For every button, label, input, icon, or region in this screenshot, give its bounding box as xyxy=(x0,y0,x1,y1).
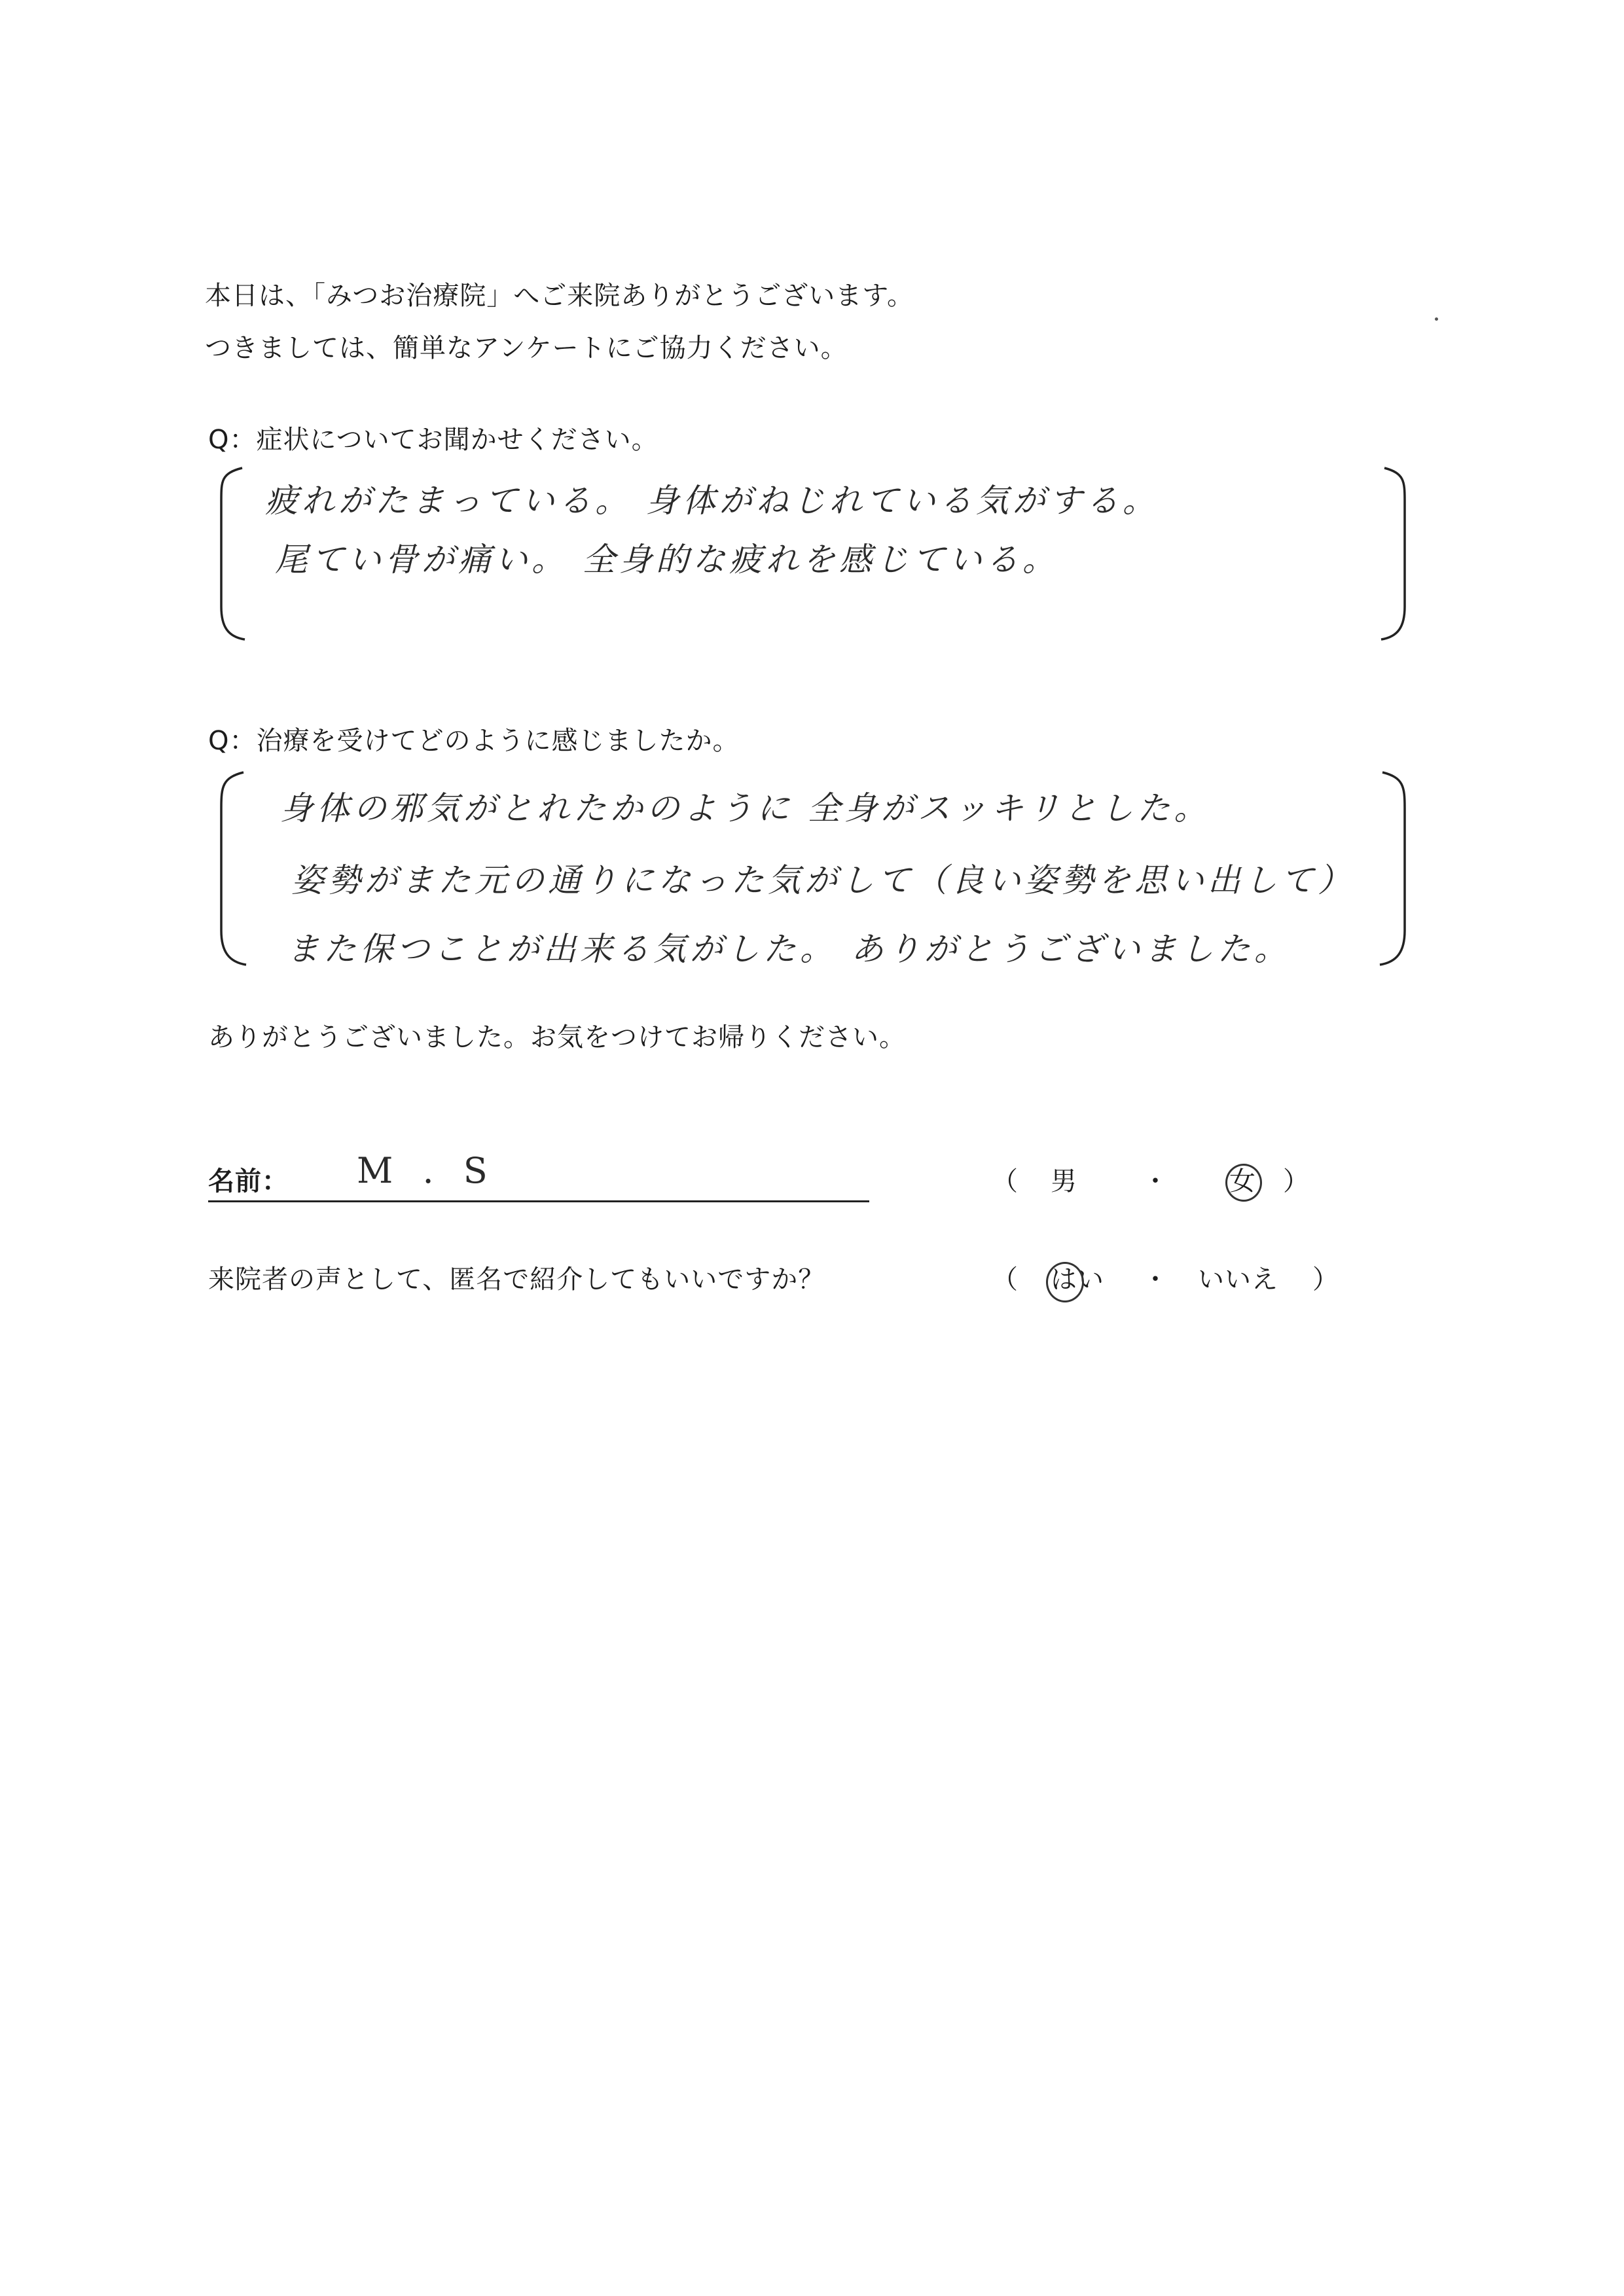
closing-message: ありがとうございました。お気をつけてお帰りください。 xyxy=(208,1022,906,1052)
gender-male-option[interactable]: 男 xyxy=(1051,1166,1077,1196)
consent-open-paren: （ xyxy=(992,1265,1019,1295)
answer-2-line-1: 身体の邪気がとれたかのように 全身がスッキリとした。 xyxy=(280,789,1211,827)
name-underline xyxy=(208,1200,869,1202)
intro-line-2: つきましては、簡単なアンケートにご協力ください。 xyxy=(205,333,848,363)
question-1: Q：症状についてお聞かせください。 xyxy=(208,425,659,455)
question-2: Q：治療を受けてどのように感じましたか。 xyxy=(208,726,740,756)
consent-no-option[interactable]: いいえ xyxy=(1198,1265,1278,1295)
answer-2-line-3: また保つことが出来る気がした。 ありがとうございました。 xyxy=(287,930,1291,968)
consent-separator: ・ xyxy=(1142,1265,1169,1295)
answer-1-line-2: 尾てい骨が痛い。 全身的な疲れを感じている。 xyxy=(275,541,1059,579)
consent-question: 来院者の声として、匿名で紹介してもいいですか？ xyxy=(208,1265,825,1295)
gender-close-paren: ） xyxy=(1283,1166,1310,1196)
intro-line-1: 本日は、「みつお治療院」へご来院ありがとうございます。 xyxy=(205,281,914,311)
consent-yes-option[interactable]: はい xyxy=(1051,1265,1104,1295)
consent-selected-circle xyxy=(1046,1262,1084,1302)
gender-open-paren: （ xyxy=(992,1166,1019,1196)
gender-selected-circle xyxy=(1225,1164,1262,1202)
gender-separator: ・ xyxy=(1142,1166,1169,1196)
stray-mark xyxy=(1435,317,1438,321)
name-label: 名前： xyxy=(208,1166,289,1196)
gender-female-option[interactable]: 女 xyxy=(1229,1166,1256,1196)
consent-close-paren: ） xyxy=(1312,1265,1339,1295)
answer-2-line-2: 姿勢がまた元の通りになった気がして（良い姿勢を思い出して） xyxy=(291,861,1354,899)
name-value: M . S xyxy=(357,1150,497,1191)
answer-1-line-1: 疲れがたまっている。 身体がねじれている気がする。 xyxy=(265,482,1159,520)
